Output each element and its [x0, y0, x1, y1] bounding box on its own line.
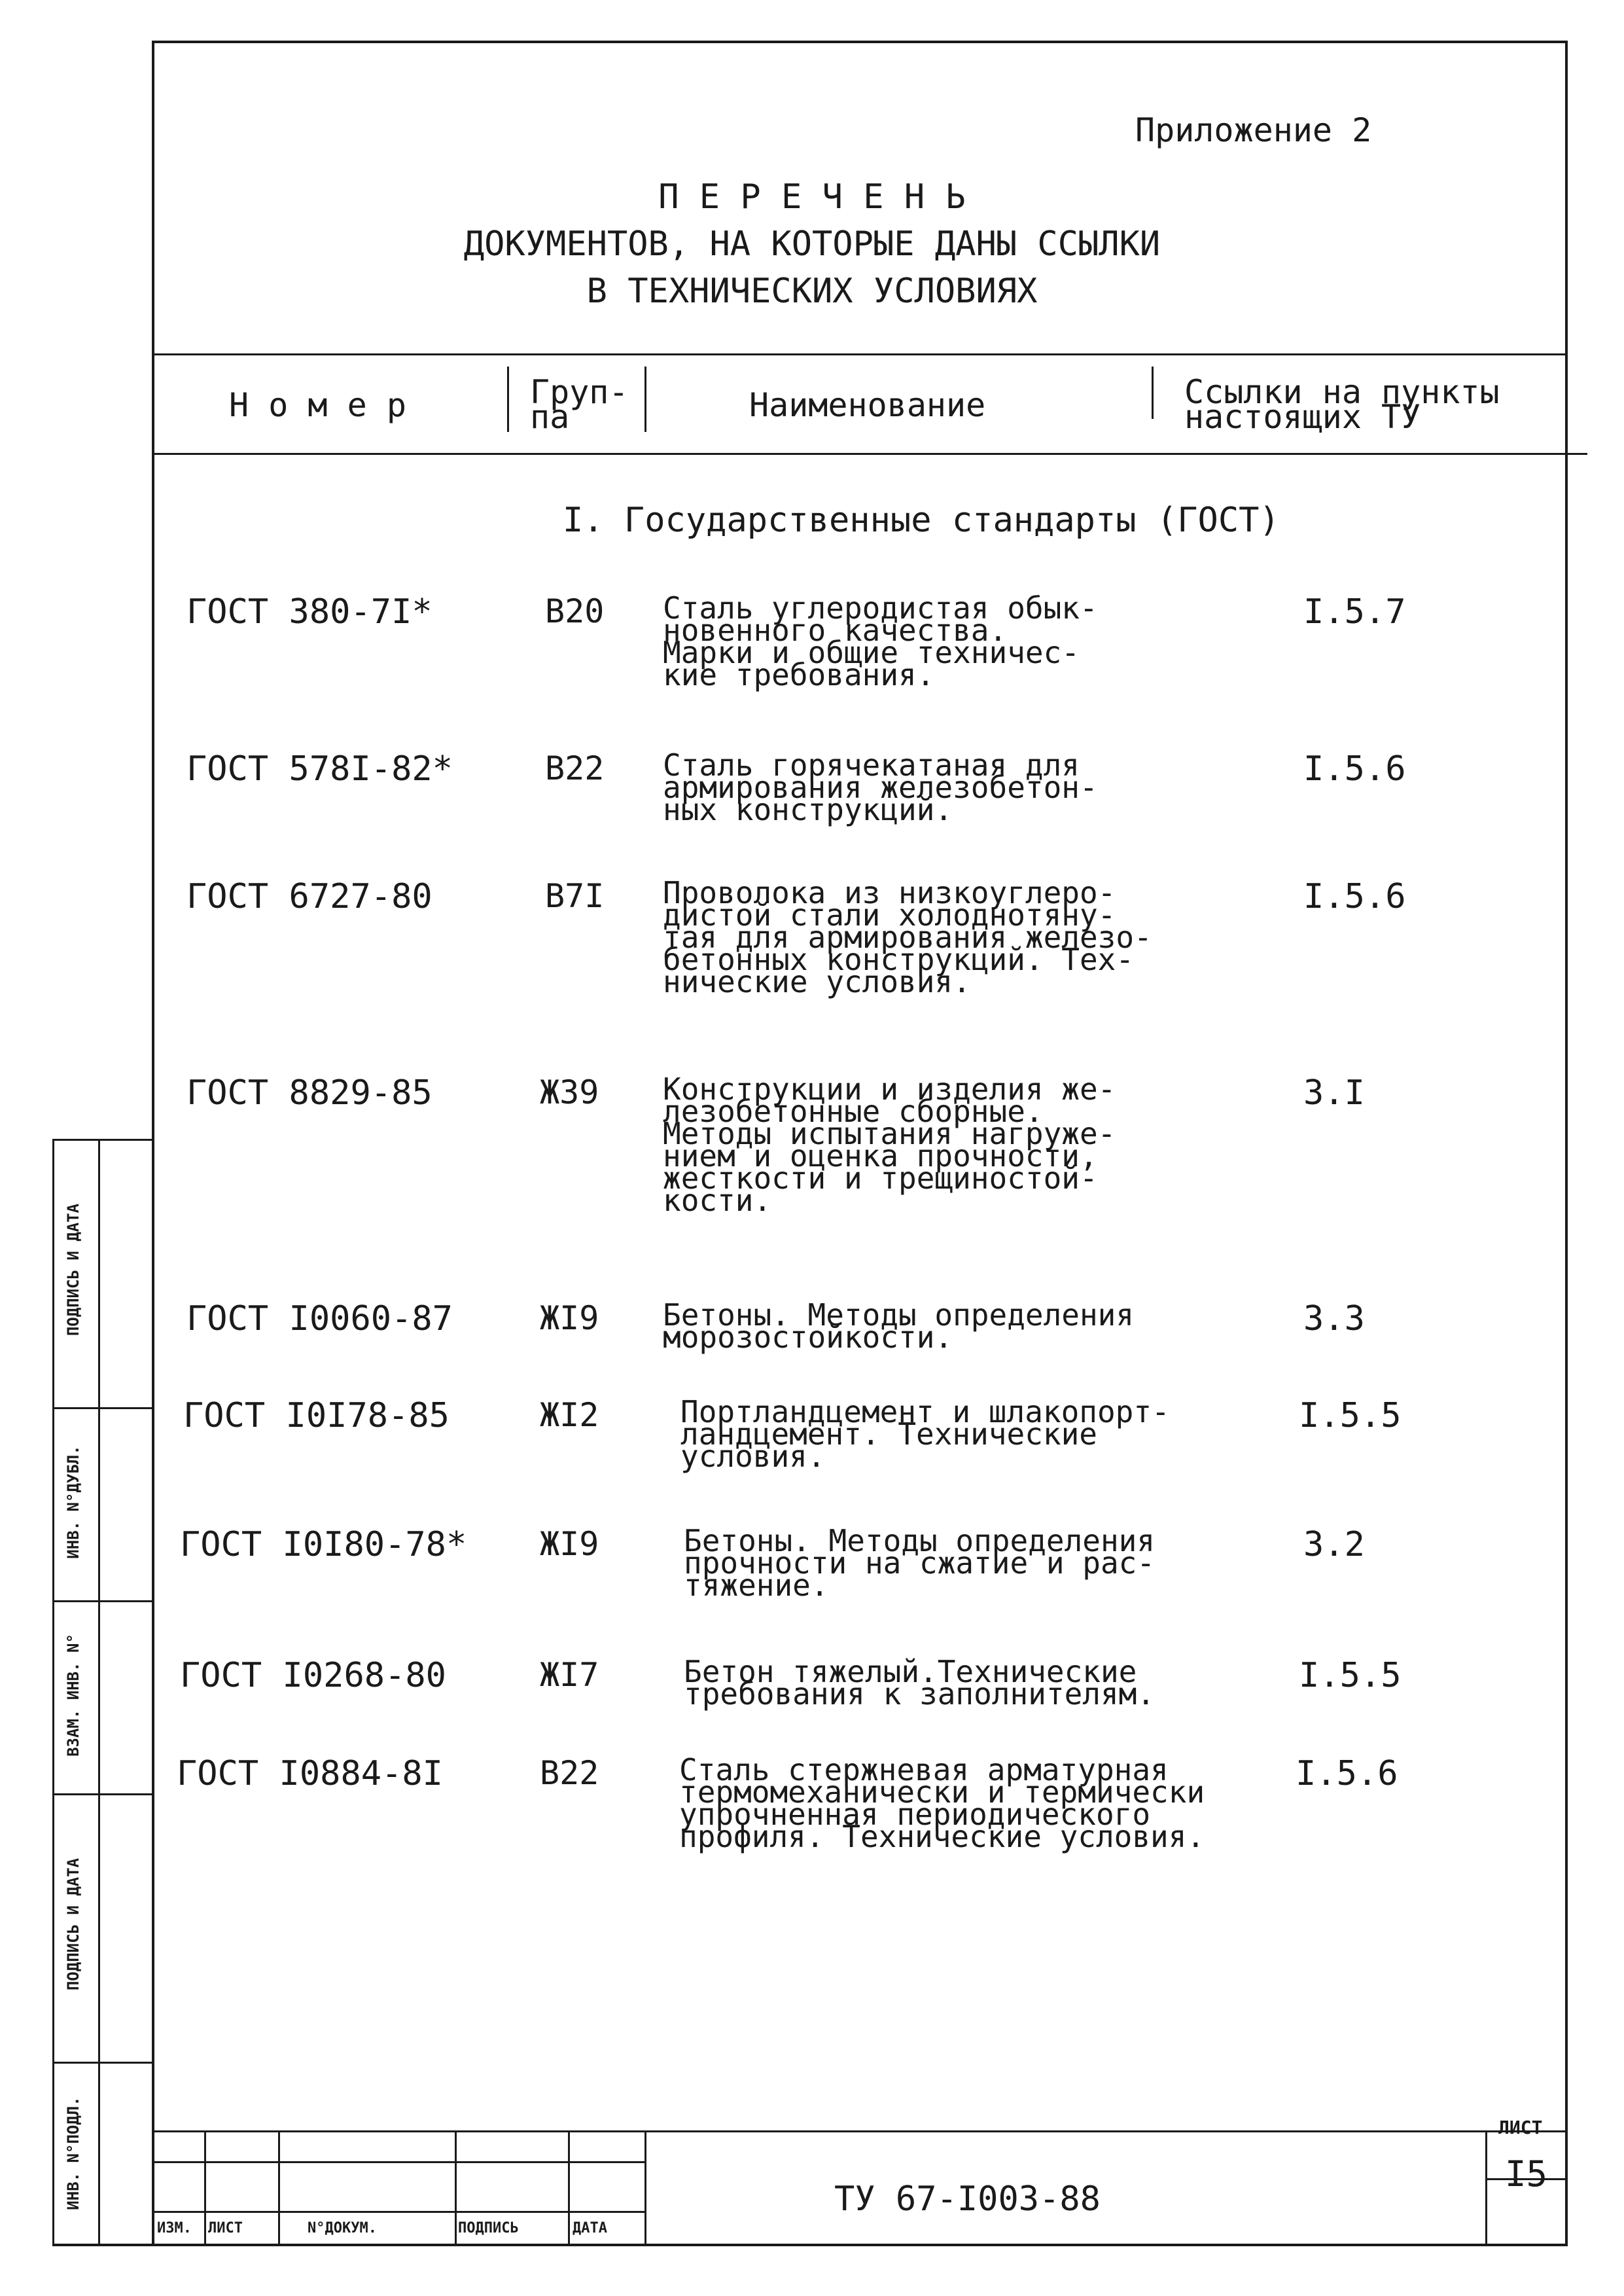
row-ref: I.5.5 — [1299, 1396, 1402, 1435]
row-ref: 3.3 — [1303, 1299, 1365, 1338]
side-label-inv-dubl: ИНВ. N°ДУБЛ. — [64, 1445, 82, 1559]
title-line-1: П Е Р Е Ч Е Н Ь — [658, 177, 966, 217]
header-top-rule — [154, 353, 1565, 355]
side-label-inv-podl: ИНВ. N°ПОДЛ. — [64, 2096, 82, 2210]
stamp-ndokum: N°ДОКУМ. — [308, 2220, 377, 2236]
frame-left — [152, 41, 154, 2246]
row-name: Сталь горячекатаная для армирования железобетон- ных конструкций. — [663, 747, 1098, 827]
stamp-podpis: ПОДПИСЬ — [458, 2220, 519, 2236]
header-number: Н о м е р — [229, 386, 406, 424]
row-name: Бетон тяжелый.Технические требования к заполнителям. — [684, 1654, 1156, 1712]
row-name: Бетоны. Методы определения прочности на сжатие и рас- тяжение. — [684, 1523, 1156, 1603]
row-number: ГОСТ I0I78-85 — [183, 1396, 450, 1435]
row-name: Бетоны. Методы определения морозостойкости. — [663, 1297, 1135, 1355]
frame-right — [1565, 41, 1568, 2246]
row-number: ГОСТ I0I80-78* — [180, 1525, 467, 1564]
row-ref: I.5.7 — [1303, 592, 1406, 632]
title-line-2: ДОКУМЕНТОВ, НА КОТОРЫЕ ДАНЫ ССЫЛКИ — [463, 224, 1161, 264]
row-group: ЖI7 — [540, 1656, 599, 1694]
row-number: ГОСТ 578I-82* — [186, 749, 453, 789]
sheet-number: I5 — [1505, 2153, 1548, 2195]
sheet-label: ЛИСТ — [1498, 2117, 1543, 2138]
header-name: Наименование — [749, 386, 986, 424]
row-ref: I.5.6 — [1303, 877, 1406, 916]
row-ref: 3.I — [1303, 1073, 1365, 1113]
section-title: I. Государственные стандарты (ГОСТ) — [563, 501, 1280, 540]
row-group: В22 — [545, 749, 605, 787]
row-ref: 3.2 — [1303, 1525, 1365, 1564]
row-group: В20 — [545, 592, 605, 630]
side-label-vzam-inv: ВЗАМ. ИНВ. N° — [64, 1634, 82, 1757]
title-line-3: В ТЕХНИЧЕСКИХ УСЛОВИЯХ — [586, 272, 1038, 311]
row-ref: I.5.6 — [1303, 749, 1406, 789]
row-name: Портландцемент и шлакопорт- ландцемент. Технические условия. — [680, 1394, 1170, 1474]
stamp-list: ЛИСТ — [208, 2220, 243, 2236]
row-name: Конструкции и изделия же- лезобетонные сборные. Методы испытания нагруже- нием и оценка прочности, жесткости и трещиностой- кости. — [663, 1071, 1116, 1218]
row-group: ЖI9 — [540, 1299, 599, 1337]
side-strip-outer — [52, 1139, 54, 2245]
row-name: Проволока из низкоуглеро- дистой стали холоднотяну- тая для армирования железо- бетонных конструкций. Тех- нические условия. — [663, 875, 1152, 999]
stamp-izm: ИЗМ. — [157, 2220, 192, 2236]
header-bottom-rule — [154, 453, 1587, 455]
appendix-label: Приложение 2 — [1135, 111, 1372, 149]
row-number: ГОСТ 8829-85 — [186, 1073, 432, 1113]
header-group: Груп- па — [530, 373, 629, 436]
row-number: ГОСТ I0884-8I — [177, 1754, 443, 1793]
row-number: ГОСТ I0060-87 — [186, 1299, 453, 1338]
row-ref: I.5.5 — [1299, 1656, 1402, 1695]
document-designation: ТУ 67-I003-88 — [834, 2179, 1101, 2219]
row-group: В7I — [545, 877, 605, 915]
side-label-sign-date-1: ПОДПИСЬ И ДАТА — [64, 1203, 82, 1336]
frame-top — [153, 41, 1566, 43]
side-label-sign-date-2: ПОДПИСЬ И ДАТА — [64, 1857, 82, 1991]
row-group: В22 — [540, 1754, 599, 1792]
row-name: Сталь углеродистая обык- новенного качества. Марки и общие техничес- кие требования. — [663, 590, 1098, 692]
row-number: ГОСТ 380-7I* — [186, 592, 432, 632]
row-group: ЖI2 — [540, 1396, 599, 1434]
header-refs: Ссылки на пункты настоящих ТУ — [1184, 373, 1500, 436]
row-group: ЖI9 — [540, 1525, 599, 1563]
side-strip-inner — [98, 1139, 100, 2245]
row-number: ГОСТ 6727-80 — [186, 877, 432, 916]
row-ref: I.5.6 — [1296, 1754, 1398, 1793]
row-number: ГОСТ I0268-80 — [180, 1656, 446, 1695]
row-group: Ж39 — [540, 1073, 599, 1111]
row-name: Сталь стержневая арматурная термомеханически и термически упрочненная периодического профиля. Технические условия. — [679, 1752, 1205, 1854]
stamp-data: ДАТА — [573, 2220, 607, 2236]
